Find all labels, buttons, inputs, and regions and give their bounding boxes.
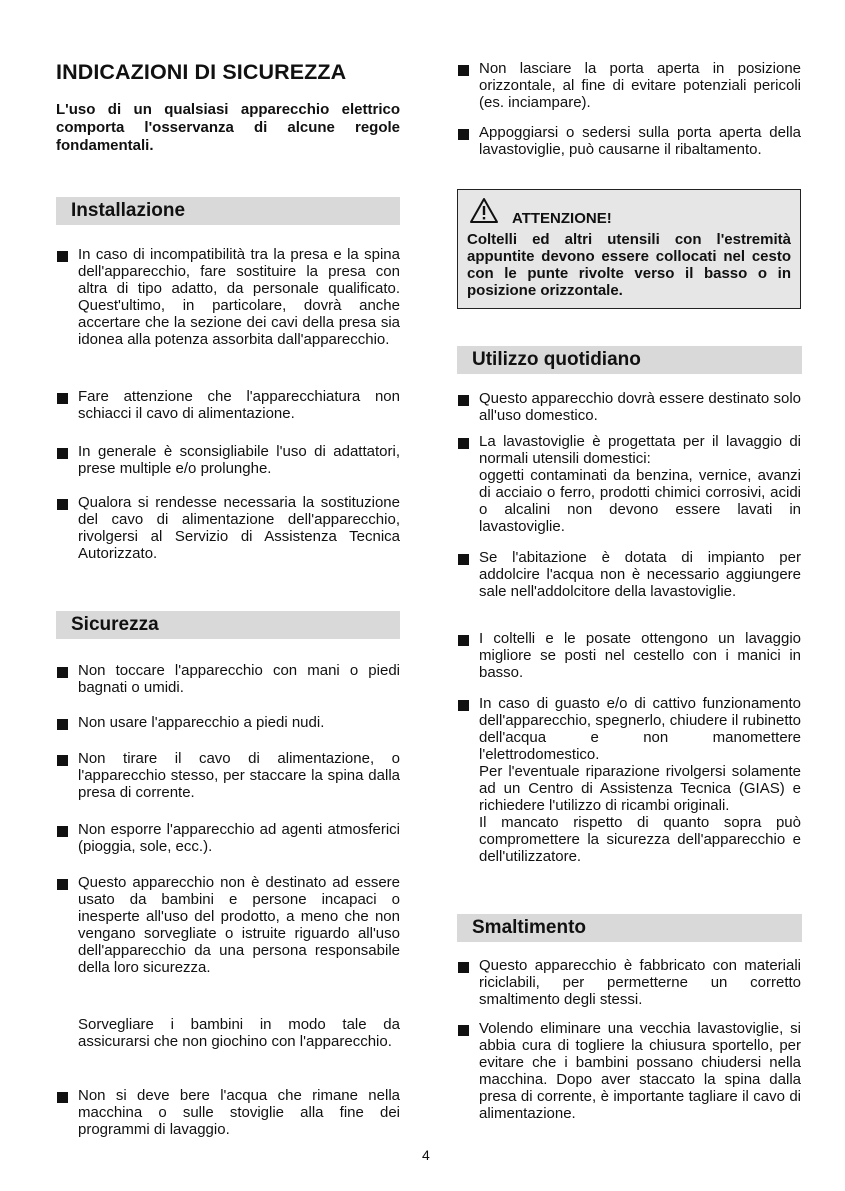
list-item: Questo apparecchio è fabbricato con materiali riciclabili, per permetterne un corretto smaltimento degli stessi. xyxy=(457,957,801,1008)
list-item: Questo apparecchio dovrà essere destinato solo all'uso domestico. xyxy=(457,390,801,424)
note-text: Sorvegliare i bambini in modo tale da assicurarsi che non giochino con l'apparecchio. xyxy=(78,1016,400,1050)
bullet-icon xyxy=(57,448,68,459)
bullet-icon xyxy=(57,719,68,730)
warning-label: ATTENZIONE! xyxy=(512,210,612,227)
bullet-icon xyxy=(57,1092,68,1103)
section-header-utilizzo: Utilizzo quotidiano xyxy=(457,346,802,374)
bullet-icon xyxy=(57,393,68,404)
list-item: In caso di incompatibilità tra la presa e la spina dell'apparecchio, fare sostituire la presa con altra di tipo adatto, da personale qualificato. Quest'ultimo, in particolare, dovrà anche accertare che la sezione dei cavi della presa sia idonea alla potenza assorbita dall'apparecchio. xyxy=(56,246,400,348)
bullet-icon xyxy=(458,1025,469,1036)
bullet-icon xyxy=(458,635,469,646)
bullet-icon xyxy=(57,251,68,262)
bullet-icon xyxy=(458,554,469,565)
list-item: Non tirare il cavo di alimentazione, o l'apparecchio stesso, per staccare la spina dalla presa di corrente. xyxy=(56,750,400,801)
warning-box xyxy=(457,189,801,309)
bullet-icon xyxy=(458,700,469,711)
bullet-icon xyxy=(57,667,68,678)
list-item: In generale è sconsigliabile l'uso di adattatori, prese multiple e/o prolunghe. xyxy=(56,443,400,477)
list-item: In caso di guasto e/o di cattivo funzionamento dell'apparecchio, spegnerlo, chiudere il rubinetto dell'acqua e non manomettere l'elettrodomestico. Per l'eventuale riparazione rivolgersi solamente ad un Centro di Assistenza Tecnica (GIAS) e richiedere l'utilizzo di ricambi originali. Il mancato rispetto di quanto sopra può compromettere la sicurezza dell'apparecchio e dell'utilizzatore. xyxy=(457,695,801,865)
warning-text: Coltelli ed altri utensili con l'estremità appuntite devono essere collocati nel cesto con le punte rivolte verso il basso o in posizione orizzontale. xyxy=(467,231,791,299)
list-item: Se l'abitazione è dotata di impianto per addolcire l'acqua non è necessario aggiungere sale nell'addolcitore della lavastoviglie. xyxy=(457,549,801,600)
bullet-icon xyxy=(458,395,469,406)
bullet-icon xyxy=(458,962,469,973)
list-item: Non si deve bere l'acqua che rimane nella macchina o sulle stoviglie alla fine dei programmi di lavaggio. xyxy=(56,1087,400,1138)
list-item: Non esporre l'apparecchio ad agenti atmosferici (pioggia, sole, ecc.). xyxy=(56,821,400,855)
page-title: INDICAZIONI DI SICUREZZA xyxy=(56,60,347,84)
list-item: Questo apparecchio non è destinato ad essere usato da bambini e persone incapaci o inesperte all'uso del prodotto, a meno che non vengano sorvegliate o istruite riguardo all'uso dell'apparecchio da una persona responsabile della loro sicurezza. xyxy=(56,874,400,976)
intro-text: L'uso di un qualsiasi apparecchio elettrico comporta l'osservanza di alcune regole fondamentali. xyxy=(56,101,400,154)
list-item: Non usare l'apparecchio a piedi nudi. xyxy=(56,714,400,731)
section-header-installazione: Installazione xyxy=(56,197,400,225)
bullet-icon xyxy=(57,879,68,890)
bullet-icon xyxy=(458,65,469,76)
list-item: Non lasciare la porta aperta in posizione orizzontale, al fine di evitare potenziali pericoli (es. inciampare). xyxy=(457,60,801,111)
list-item: Non toccare l'apparecchio con mani o piedi bagnati o umidi. xyxy=(56,662,400,696)
bullet-icon xyxy=(57,499,68,510)
list-item: Qualora si rendesse necessaria la sostituzione del cavo di alimentazione dell'apparecchio, rivolgersi al Servizio di Assistenza Tecnica Autorizzato. xyxy=(56,494,400,562)
bullet-icon xyxy=(458,438,469,449)
bullet-icon xyxy=(458,129,469,140)
list-item: Fare attenzione che l'apparecchiatura non schiacci il cavo di alimentazione. xyxy=(56,388,400,422)
bullet-icon xyxy=(57,826,68,837)
section-header-sicurezza: Sicurezza xyxy=(56,611,400,639)
bullet-icon xyxy=(57,755,68,766)
list-item: Appoggiarsi o sedersi sulla porta aperta della lavastoviglie, può causarne il ribaltamento. xyxy=(457,124,801,158)
list-item: La lavastoviglie è progettata per il lavaggio di normali utensili domestici: oggetti contaminati da benzina, vernice, avanzi di acciaio o ferro, prodotti chimici corrosivi, acidi o alcalini non devono essere lavati in lavastoviglie. xyxy=(457,433,801,535)
warning-triangle-icon xyxy=(469,197,499,224)
page-number: 4 xyxy=(422,1147,430,1163)
list-item: I coltelli e le posate ottengono un lavaggio migliore se posti nel cestello con i manici in basso. xyxy=(457,630,801,681)
section-header-smaltimento: Smaltimento xyxy=(457,914,802,942)
list-item: Volendo eliminare una vecchia lavastoviglie, si abbia cura di togliere la chiusura sportello, per evitare che i bambini possano chiudersi nella macchina. Dopo aver staccato la spina dalla presa di corrente, è importante tagliare il cavo di alimentazione. xyxy=(457,1020,801,1122)
